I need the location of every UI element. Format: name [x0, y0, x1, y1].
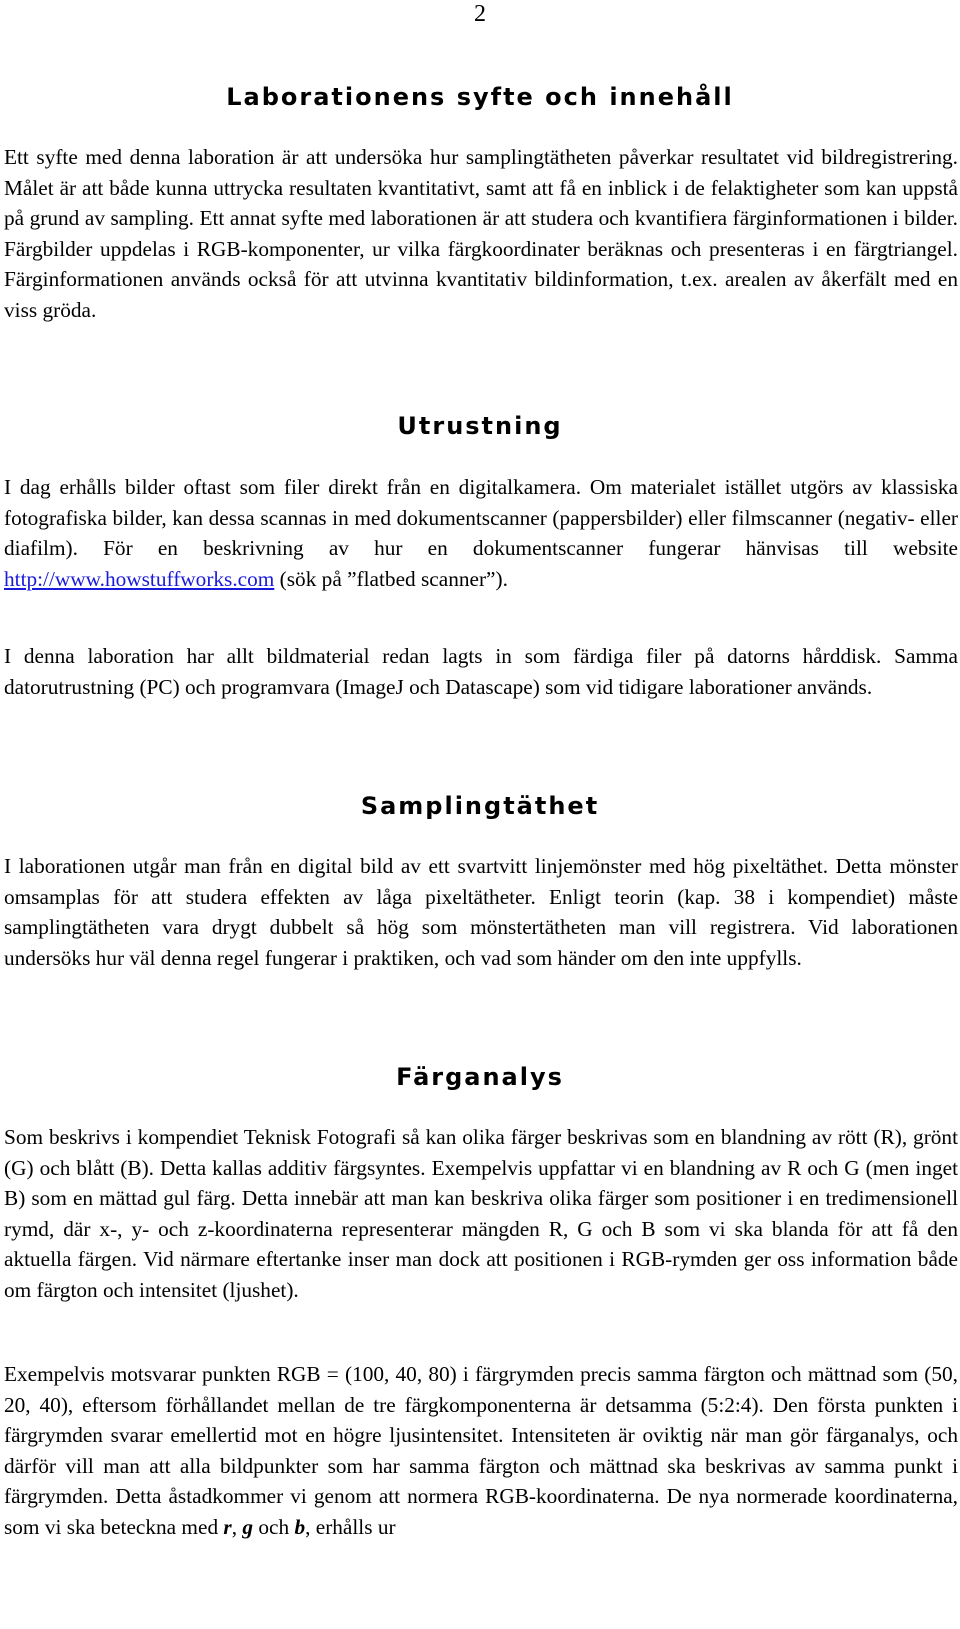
paragraph-text: I dag erhålls bilder oftast som filer direkt från en digitalkamera. Om materialet istället utgörs av klassiska fotografiska bilder, kan dessa scannas in med dokumentscanner (pappersbilder) eller filmscanner (negativ- eller diafilm). För en beskrivning av hur en dokumentscanner fungerar hänvisas till website: [4, 475, 958, 561]
paragraph-text: , erhålls ur: [305, 1514, 396, 1539]
section-heading-utrustning: Utrustning: [397, 412, 563, 440]
paragraph-text: (sök på ”flatbed scanner”).: [274, 566, 508, 591]
paragraph-utrustning-2: I denna laboration har allt bildmaterial redan lagts in som färdiga filer på datorns hårddisk. Samma datorutrustning (PC) och programvara (ImageJ och Datascape) som vid tidigare laborationer används.: [4, 644, 958, 699]
separator: och: [253, 1514, 295, 1539]
paragraph-farganalys-2: [4, 1359, 958, 1543]
separator: ,: [231, 1514, 243, 1539]
variable-r: r: [223, 1514, 232, 1539]
paragraph-farganalys-1: Som beskrivs i kompendiet Teknisk Fotografi så kan olika färger beskrivas som en blandning av rött (R), grönt (G) och blått (B). Detta kallas additiv färgsyntes. Exempelvis uppfattar vi en blandning av R och G (men inget B) som en mättad gul färg. Detta innebär att man kan beskriva olika färger som positioner i en tredimensionell rymd, där x-, y- och z-koordinaterna representerar mängden R, G och B som vi ska blanda för att få den aktuella färgen. Vid närmare eftertanke inser man dock att positionen i RGB-rymden ger oss information både om färgton och intensitet (ljushet).: [4, 1125, 958, 1302]
paragraph-samplingtathet: I laborationen utgår man från en digital bild av ett svartvitt linjemönster med hög pixeltäthet. Detta mönster omsamplas för att studera effekten av låga pixeltätheter. Enligt teorin (kap. 38 i kompendiet) måste samplingtätheten vara drygt dubbelt så hög som mönstertätheten man vill registrera. Vid laborationen undersöks hur väl denna regel fungerar i praktiken, och vad som händer om den inte uppfylls.: [4, 854, 958, 970]
page-number: 2: [474, 1, 486, 27]
variable-g: g: [242, 1514, 254, 1539]
paragraph-text: Exempelvis motsvarar punkten RGB = (100, 40, 80) i färgrymden precis samma färgton och mättnad som (50, 20, 40), eftersom förhållandet mellan de tre färgkomponenterna är detsamma (5:2:4). Den första punkten i färgrymden svarar emellertid mot en högre ljusintensitet. Intensiteten är oviktig när man gör färganalys, och därför vill man att alla bildpunkter som har samma färgton och mättnad ska beskrivas av samma punkt i färgrymden. Detta åstadkommer vi genom att normera RGB-koordinaterna. De nya normerade koordinaterna, som vi ska beteckna med: [4, 1362, 958, 1539]
howstuffworks-link[interactable]: http://www.howstuffworks.com: [4, 566, 275, 591]
variable-b: b: [294, 1514, 306, 1539]
section-heading-farganalys: Färganalys: [396, 1063, 564, 1091]
paragraph-utrustning-1: [4, 472, 958, 594]
section-heading-samplingtathet: Samplingtäthet: [360, 792, 600, 820]
paragraph-syfte: Ett syfte med denna laboration är att undersöka hur samplingtätheten påverkar resultatet vid bildregistrering. Målet är att både kunna uttrycka resultaten kvantitativt, samt att få en inblick i de felaktigheter som kan uppstå på grund av sampling. Ett annat syfte med laborationen är att studera och kvantifiera färginformationen i bilder. Färgbilder uppdelas i RGB-komponenter, ur vilka färgkoordinater beräknas och presenteras i en färgtriangel. Färginformationen används också för att utvinna kvantitativ bildinformation, t.ex. arealen av åkerfält med en viss gröda.: [4, 145, 958, 322]
section-heading-syfte: Laborationens syfte och innehåll: [226, 83, 734, 111]
